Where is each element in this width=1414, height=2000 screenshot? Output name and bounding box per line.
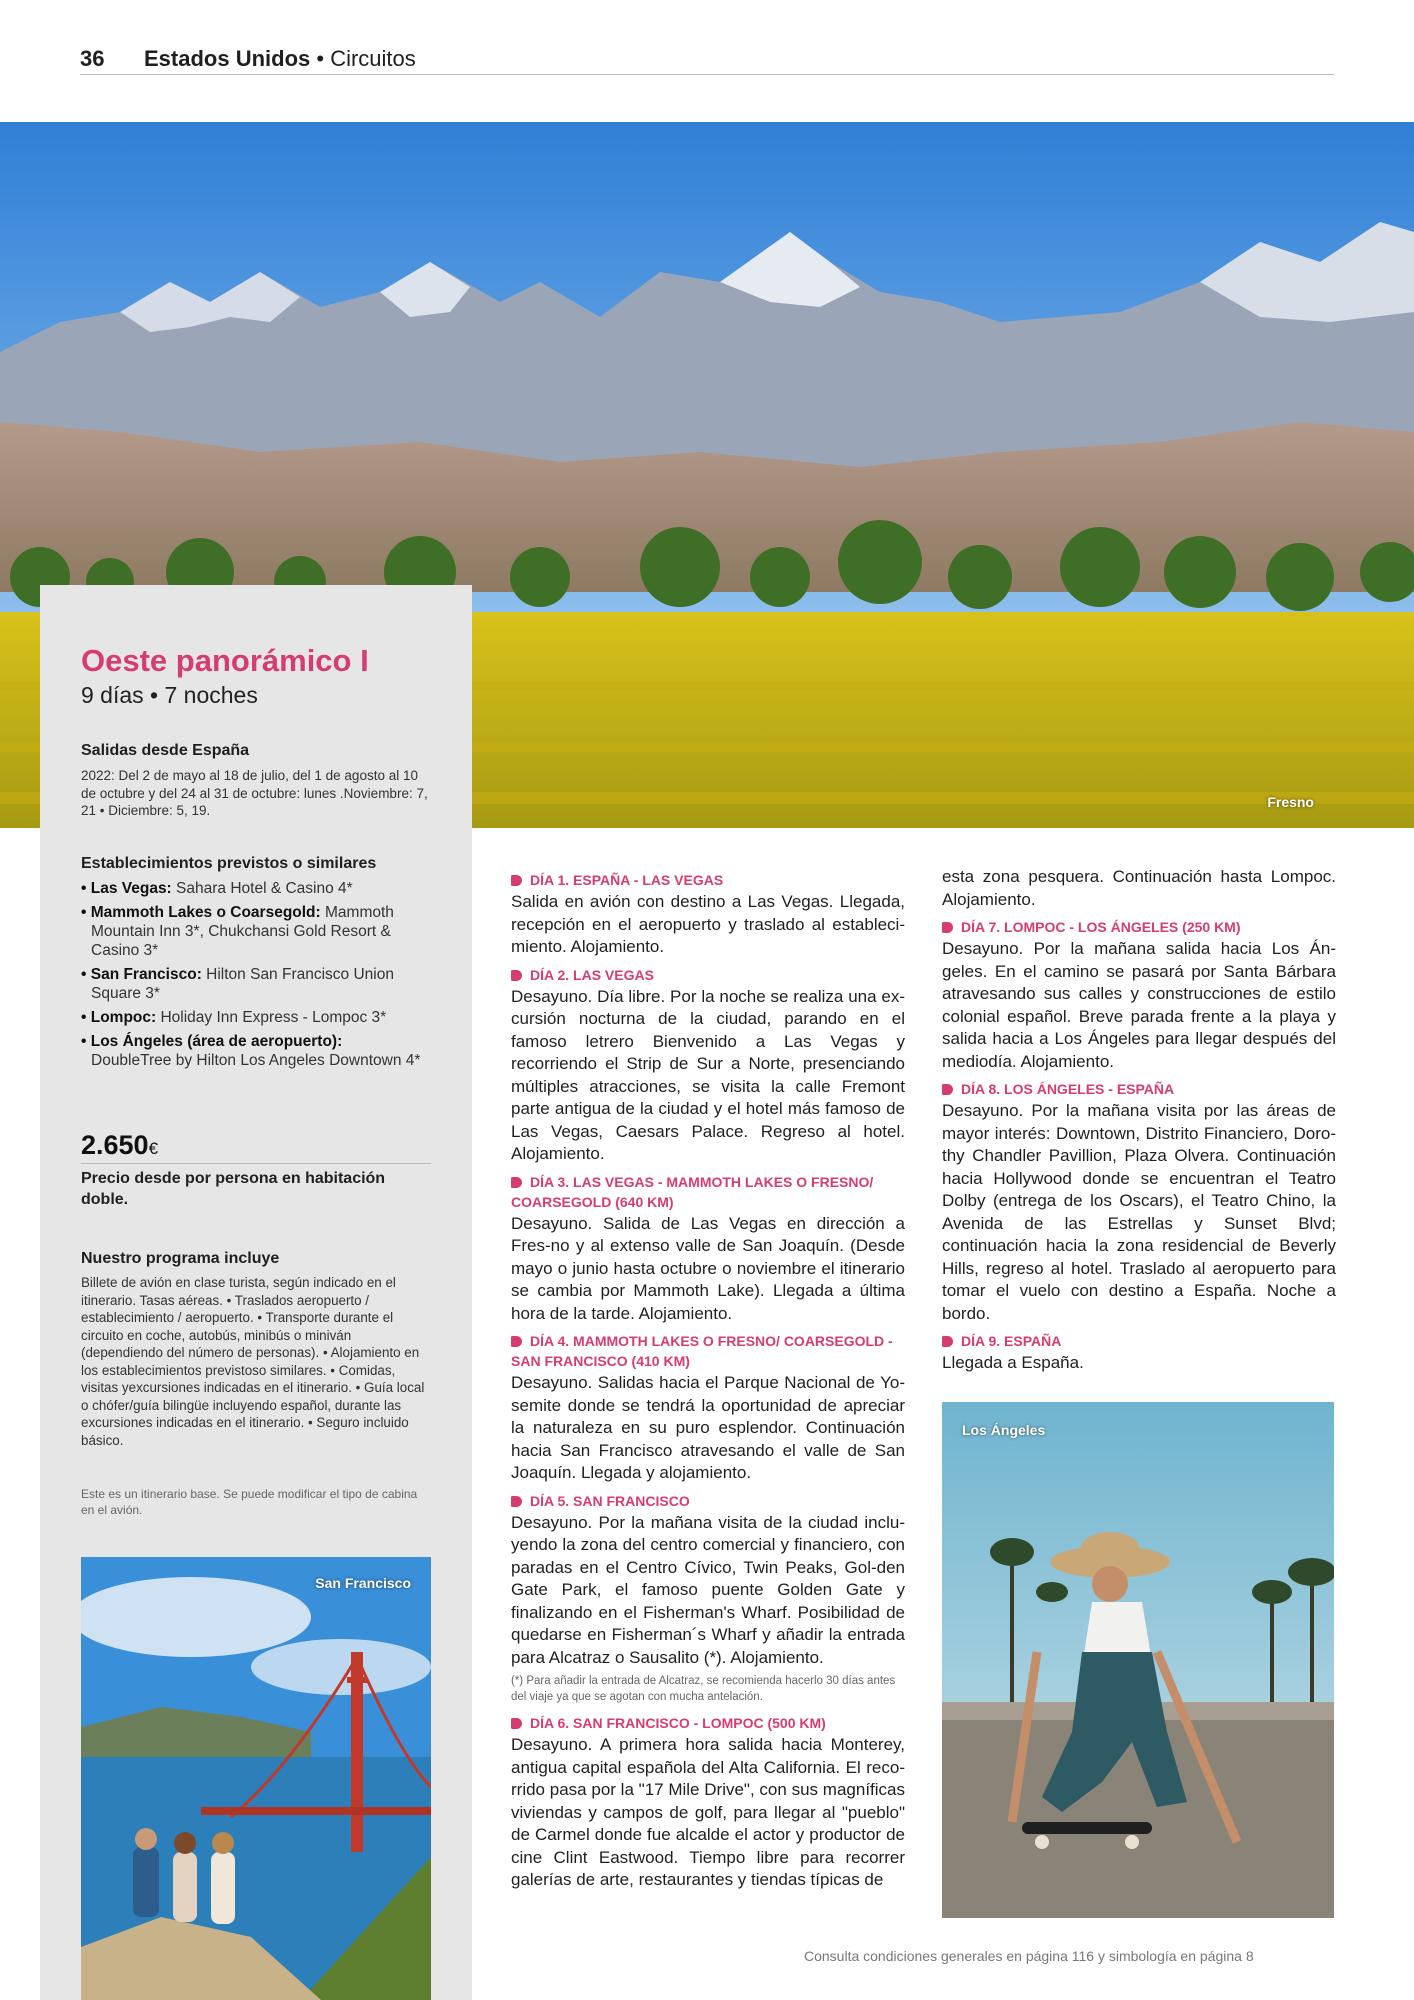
hotel-name: Holiday Inn Express - Lompoc 3*: [156, 1009, 387, 1026]
hotel-name: DoubleTree by Hilton Los Angeles Downtown 4*: [91, 1052, 421, 1069]
hotel-item: [81, 903, 426, 960]
arrow-marker-icon: [511, 1496, 522, 1507]
day-heading: DÍA 6. SAN FRANCISCO - LOMPOC (500 KM): [511, 1713, 905, 1733]
los-angeles-photo: [942, 1402, 1334, 1918]
hotel-item: [81, 879, 426, 898]
hotel-item: [81, 1032, 426, 1070]
day-description: Desayuno. Por la mañana salida hacia Los Án-geles. En el camino se pasará por Santa Bárbara atravesando sus calles y construcciones de estilo colonial español. Breve parada frente a la playa y salida hacia a Los Ángeles para llegar después del mediodía. Alojamiento.: [942, 939, 1336, 1071]
day-description: Desayuno. Por la mañana visita de la ciudad inclu-yendo la zona del centro comercial y financiero, con paradas en el Centro Cívico, Twin Peaks, Gol-den Gate Park, el famoso puente Golden Gate y finalizando en el Fisherman's Wharf. Posibilidad de quedarse en Fisherman´s Wharf y añadir la entrada para Alcatraz o Sausalito (*). Alojamiento.: [511, 1512, 905, 1667]
section-name: Circuitos: [330, 46, 416, 71]
day-description: Desayuno. A primera hora salida hacia Monterey, antigua capital española del Alta California. El reco-rrido pasa por la "17 Mile Drive", con sus magníficas viviendas y campos de golf, para llegar al "pueblo" de Carmel donde fue alcalde el actor y productor de cine Clint Eastwood. Tiempo libre para recorrer galerías de arte, restaurantes y tiendas típicas de: [511, 1735, 905, 1889]
day-heading: DÍA 5. SAN FRANCISCO: [511, 1491, 905, 1511]
day-description: Desayuno. Salida de Las Vegas en dirección a Fres-no y al extenso valle de San Joaquín. (Desde mayo o junio hasta octubre o noviembre el itinerario se cambia por Mammoth Lake). Llegada a última hora de la tarde. Alojamiento.: [511, 1213, 905, 1323]
page-section-title: [144, 46, 416, 72]
day-description: Desayuno. Por la mañana visita por las áreas de mayor interés: Downtown, Distrito Financiero, Doro-thy Chandler Pavillion, Plaza Olvera. Continuación hacia Hollywood donde se encuentran el Teatro Dolby (entrega de los Oscars), el Teatro Chino, la Avenida de las Estrellas y Sunset Blvd; continuación hacia la zona residencial de Beverly Hills, regreso al hotel. Traslado al aeropuerto para tomar el vuelo con destino a España. Noche a bordo.: [942, 1101, 1336, 1323]
country-name: Estados Unidos: [144, 46, 311, 71]
arrow-marker-icon: [511, 875, 522, 886]
arrow-marker-icon: [942, 1336, 953, 1347]
la-photo-caption: Los Ángeles: [962, 1422, 1046, 1438]
itinerary-fine-print: Este es un itinerario base. Se puede modificar el tipo de cabina en el avión.: [81, 1487, 418, 1517]
itinerary-column-2: [942, 866, 1336, 1381]
arrow-marker-icon: [511, 1177, 522, 1188]
day-heading: DÍA 7. LOMPOC - LOS ÁNGELES (250 KM): [942, 917, 1336, 937]
hotel-item: [81, 1008, 426, 1027]
hotels-heading: Establecimientos previstos o similares: [81, 855, 377, 872]
arrow-marker-icon: [942, 1084, 953, 1095]
day-heading: DÍA 9. ESPAÑA: [942, 1331, 1336, 1351]
page-footer-note: Consulta condiciones generales en página 116 y simbología en página 8: [804, 1948, 1254, 1964]
day-description: Llegada a España.: [942, 1353, 1084, 1372]
day-description-continued: esta zona pesquera. Continuación hasta Lompoc. Alojamiento.: [942, 867, 1336, 909]
trip-duration: 9 días • 7 noches: [81, 682, 258, 708]
departures-heading: Salidas desde España: [81, 742, 250, 759]
itinerary-column-1: [511, 866, 905, 1898]
day-heading: DÍA 3. LAS VEGAS - MAMMOTH LAKES O FRESNO/ COARSEGOLD (640 KM): [511, 1173, 874, 1210]
hotel-item: [81, 965, 426, 1003]
arrow-marker-icon: [942, 922, 953, 933]
departures-text: 2022: Del 2 de mayo al 18 de julio, del 1 de agosto al 10 de octubre y del 24 al 31 de octubre: lunes .Noviembre: 7, 21 • Diciembre: 5, 19.: [81, 768, 428, 818]
hotel-city: • San Francisco:: [81, 966, 202, 983]
page-header: [80, 44, 1334, 75]
hotels-list: [81, 879, 426, 1075]
hotel-city: • Lompoc:: [81, 1009, 157, 1026]
day-heading: DÍA 8. LOS ÁNGELES - ESPAÑA: [942, 1079, 1336, 1099]
sf-photo-caption: San Francisco: [315, 1575, 411, 1591]
page-number: 36: [80, 46, 105, 71]
day-heading: DÍA 1. ESPAÑA - LAS VEGAS: [511, 870, 905, 890]
price-currency: €: [148, 1139, 159, 1158]
hotel-city: • Los Ángeles (área de aeropuerto):: [81, 1033, 343, 1050]
day-description: Desayuno. Día libre. Por la noche se realiza una ex-cursión nocturna de la ciudad, parando en el famoso letrero Bienvenido a Las Vegas y recorriendo el Strip de Sur a Norte, presenciando múltiples atracciones, se visita la calle Fremont parte antigua de la ciudad y el hotel más famoso de Las Vegas, Caesars Palace. Regreso al hotel. Alojamiento.: [511, 986, 905, 1163]
trip-price: [81, 1130, 158, 1161]
day-heading: DÍA 4. MAMMOTH LAKES O FRESNO/ COARSEGOLD - SAN FRANCISCO (410 KM): [511, 1333, 893, 1369]
price-divider: [81, 1163, 431, 1164]
includes-text: Billete de avión en clase turista, según indicado en el itinerario. Tasas aéreas. • Traslados aeropuerto / establecimiento / aeropuerto. • Transporte durante el circuito en coche, autobús, minibús o miniván (dependiendo del número de personas). • Alojamiento en los establecimientos previstoso similares. • Comidas, visitas yexcursiones indicadas en el itinerario. • Guía local o chófer/guía bilingüe incluyendo español, durante las excursiones indicadas en el itinerario. • Seguro incluido básico.: [81, 1275, 425, 1448]
hotel-name: Hilton San Francisco Union Square 3*: [91, 966, 394, 1002]
hotel-city: • Mammoth Lakes o Coarsegold:: [81, 904, 321, 921]
arrow-marker-icon: [511, 970, 522, 981]
alcatraz-note: (*) Para añadir la entrada de Alcatraz, se recomienda hacerlo 30 días antes del viaje ya que se agotan con mucha antelación.: [511, 1675, 896, 1703]
hotel-city: • Las Vegas:: [81, 880, 172, 897]
includes-heading: Nuestro programa incluye: [81, 1250, 280, 1267]
title-separator: •: [310, 46, 331, 71]
san-francisco-photo: [81, 1557, 431, 2000]
trip-summary-panel: [40, 585, 472, 2000]
day-description: Desayuno. Salidas hacia el Parque Nacional de Yo-semite donde se tendrá la oportunidad de apreciar la naturaleza en su puro esplendor. Continuación hacia San Francisco atravesando el valle de San Joaquín. Llegada y alojamiento.: [511, 1373, 905, 1482]
arrow-marker-icon: [511, 1336, 522, 1347]
price-note: Precio desde por persona en habitación doble.: [81, 1170, 386, 1208]
hotel-name: Mammoth Mountain Inn 3*, Chukchansi Gold Resort & Casino 3*: [91, 904, 394, 959]
day-description: Salida en avión con destino a Las Vegas. Llegada, recepción en el aeropuerto y traslado al estableci-miento. Alojamiento.: [511, 892, 905, 956]
trip-title: Oeste panorámico I: [81, 643, 369, 678]
day-heading: DÍA 2. LAS VEGAS: [511, 965, 905, 985]
price-amount: 2.650: [81, 1130, 149, 1160]
hotel-name: Sahara Hotel & Casino 4*: [171, 880, 353, 897]
arrow-marker-icon: [511, 1718, 522, 1729]
hero-caption: Fresno: [1267, 794, 1314, 810]
